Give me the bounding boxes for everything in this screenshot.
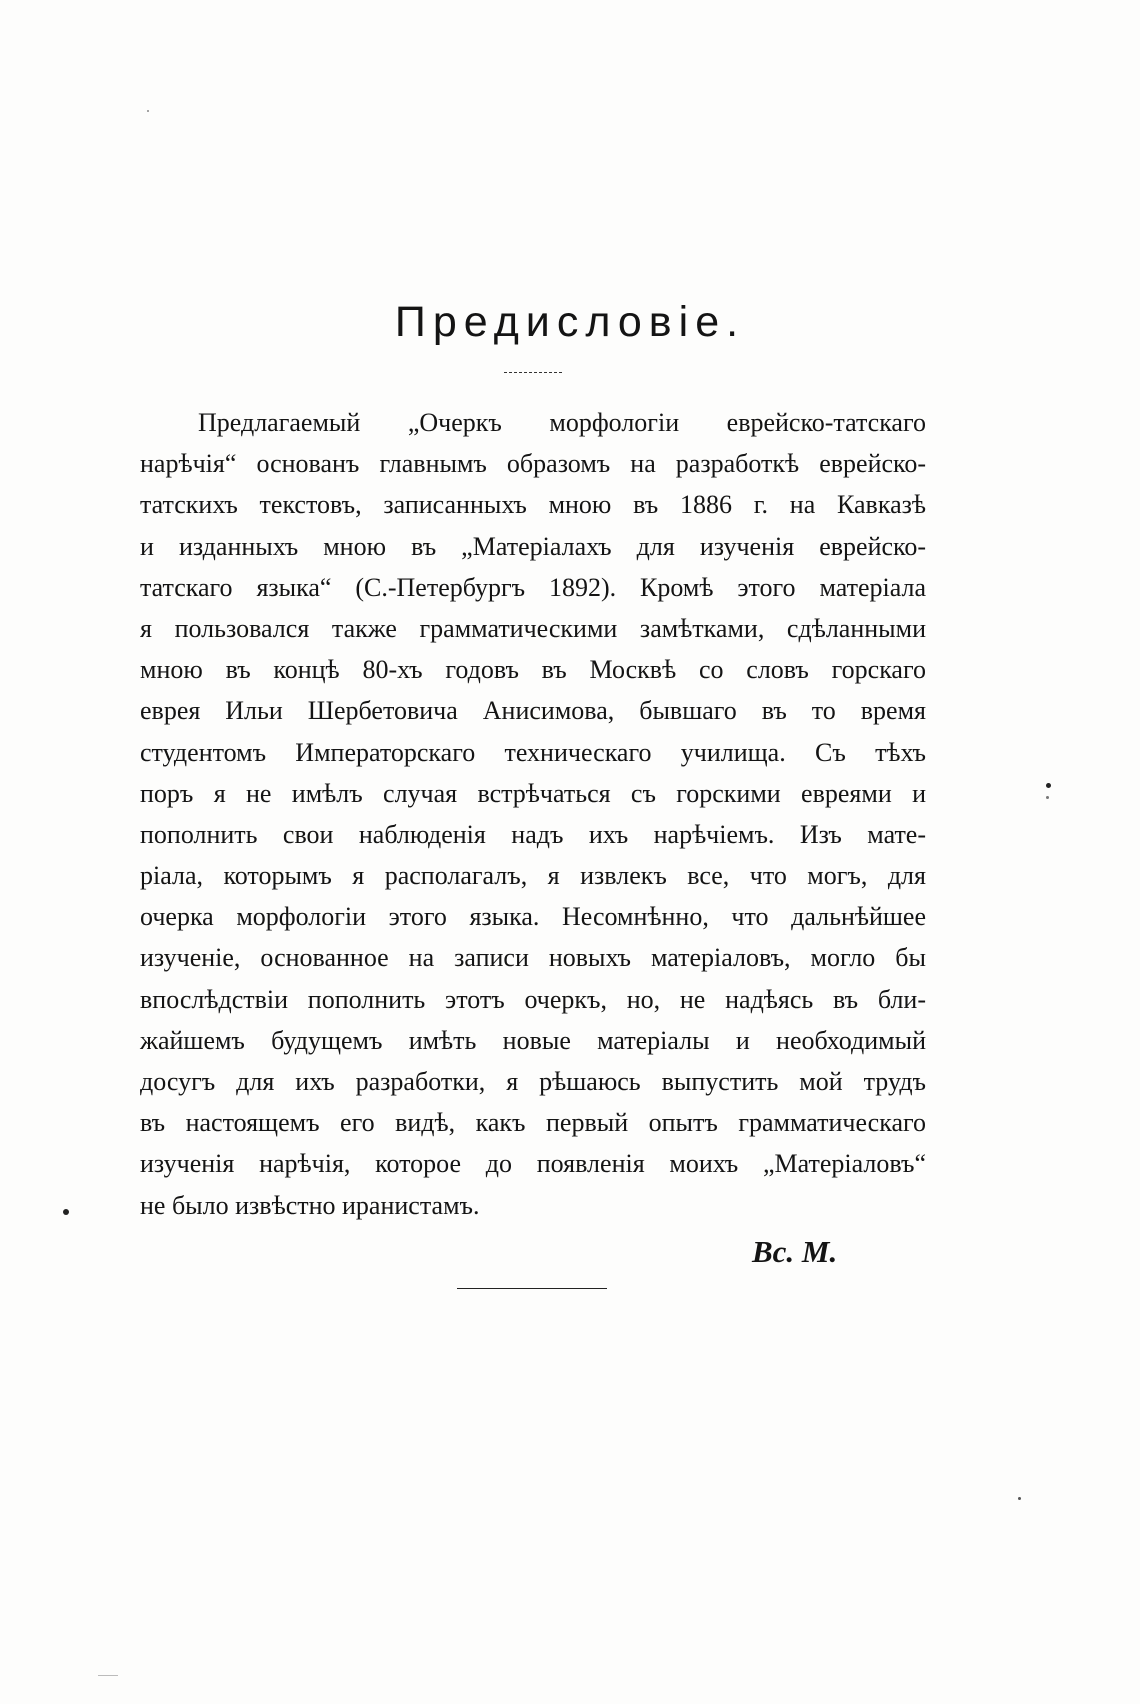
text-line: поръ я не имѣлъ случая встрѣчаться съ горскими евреями и: [140, 778, 926, 808]
text-line: очерка морфологіи этого языка. Несомнѣнно, что дальнѣйшее: [140, 902, 926, 932]
text-line: изученія нарѣчія, которое до появленія моихъ „Матеріаловъ“: [140, 1149, 926, 1179]
scan-speck: [98, 1675, 118, 1676]
scan-speck: [147, 110, 149, 112]
text-line: татскаго языка“ (С.-Петербургъ 1892). Кромѣ этого матеріала: [140, 572, 926, 602]
text-line: пополнить свои наблюденія надъ ихъ нарѣчіемъ. Изъ мате-: [140, 819, 926, 849]
scan-speck: [1046, 783, 1051, 788]
text-line: жайшемъ будущемъ имѣть новые матеріалы и необходимый: [140, 1025, 926, 1055]
text-line: татскихъ текстовъ, записанныхъ мною въ 1886 г. на Кавказѣ: [140, 490, 926, 520]
text-line: студентомъ Императорскаго техническаго училища. Съ тѣхъ: [140, 737, 926, 767]
author-signature: Вс. М.: [752, 1234, 838, 1269]
text-line: еврея Ильи Шербетовича Анисимова, бывшаго въ то время: [140, 696, 926, 726]
text-line: досугъ для ихъ разработки, я рѣшаюсь выпустить мой трудъ: [140, 1067, 926, 1096]
text-line: въ настоящемъ его видѣ, какъ первый опытъ грамматическаго: [140, 1108, 926, 1138]
text-line: не было извѣстно иранистамъ.: [140, 1190, 480, 1220]
text-line: впослѣдствіи пополнить этотъ очеркъ, но, не надѣясь въ бли-: [140, 984, 926, 1014]
text-line: ріала, которымъ я располагалъ, я извлекъ все, что могъ, для: [140, 861, 926, 891]
text-line: изученіе, основанное на записи новыхъ матеріаловъ, могло бы: [140, 943, 926, 973]
title-divider: [504, 372, 562, 373]
text-line: нарѣчія“ основанъ главнымъ образомъ на разработкѣ еврейско-: [140, 449, 926, 479]
closing-divider: [457, 1288, 607, 1289]
preface-paragraph: [140, 402, 926, 1226]
text-line: я пользовался также грамматическими замѣтками, сдѣланными: [140, 613, 926, 643]
text-line: Предлагаемый „Очеркъ морфологіи еврейско-татскаго: [198, 408, 926, 437]
text-line: мною въ концѣ 80-хъ годовъ въ Москвѣ со словъ горскаго: [140, 655, 926, 685]
scan-speck: [1018, 1497, 1021, 1500]
text-line: и изданныхъ мною въ „Матеріалахъ для изученія еврейско-: [140, 531, 926, 561]
scan-speck: [1046, 796, 1049, 799]
scan-speck: [63, 1209, 69, 1215]
page-title: Предисловіе.: [394, 298, 746, 346]
